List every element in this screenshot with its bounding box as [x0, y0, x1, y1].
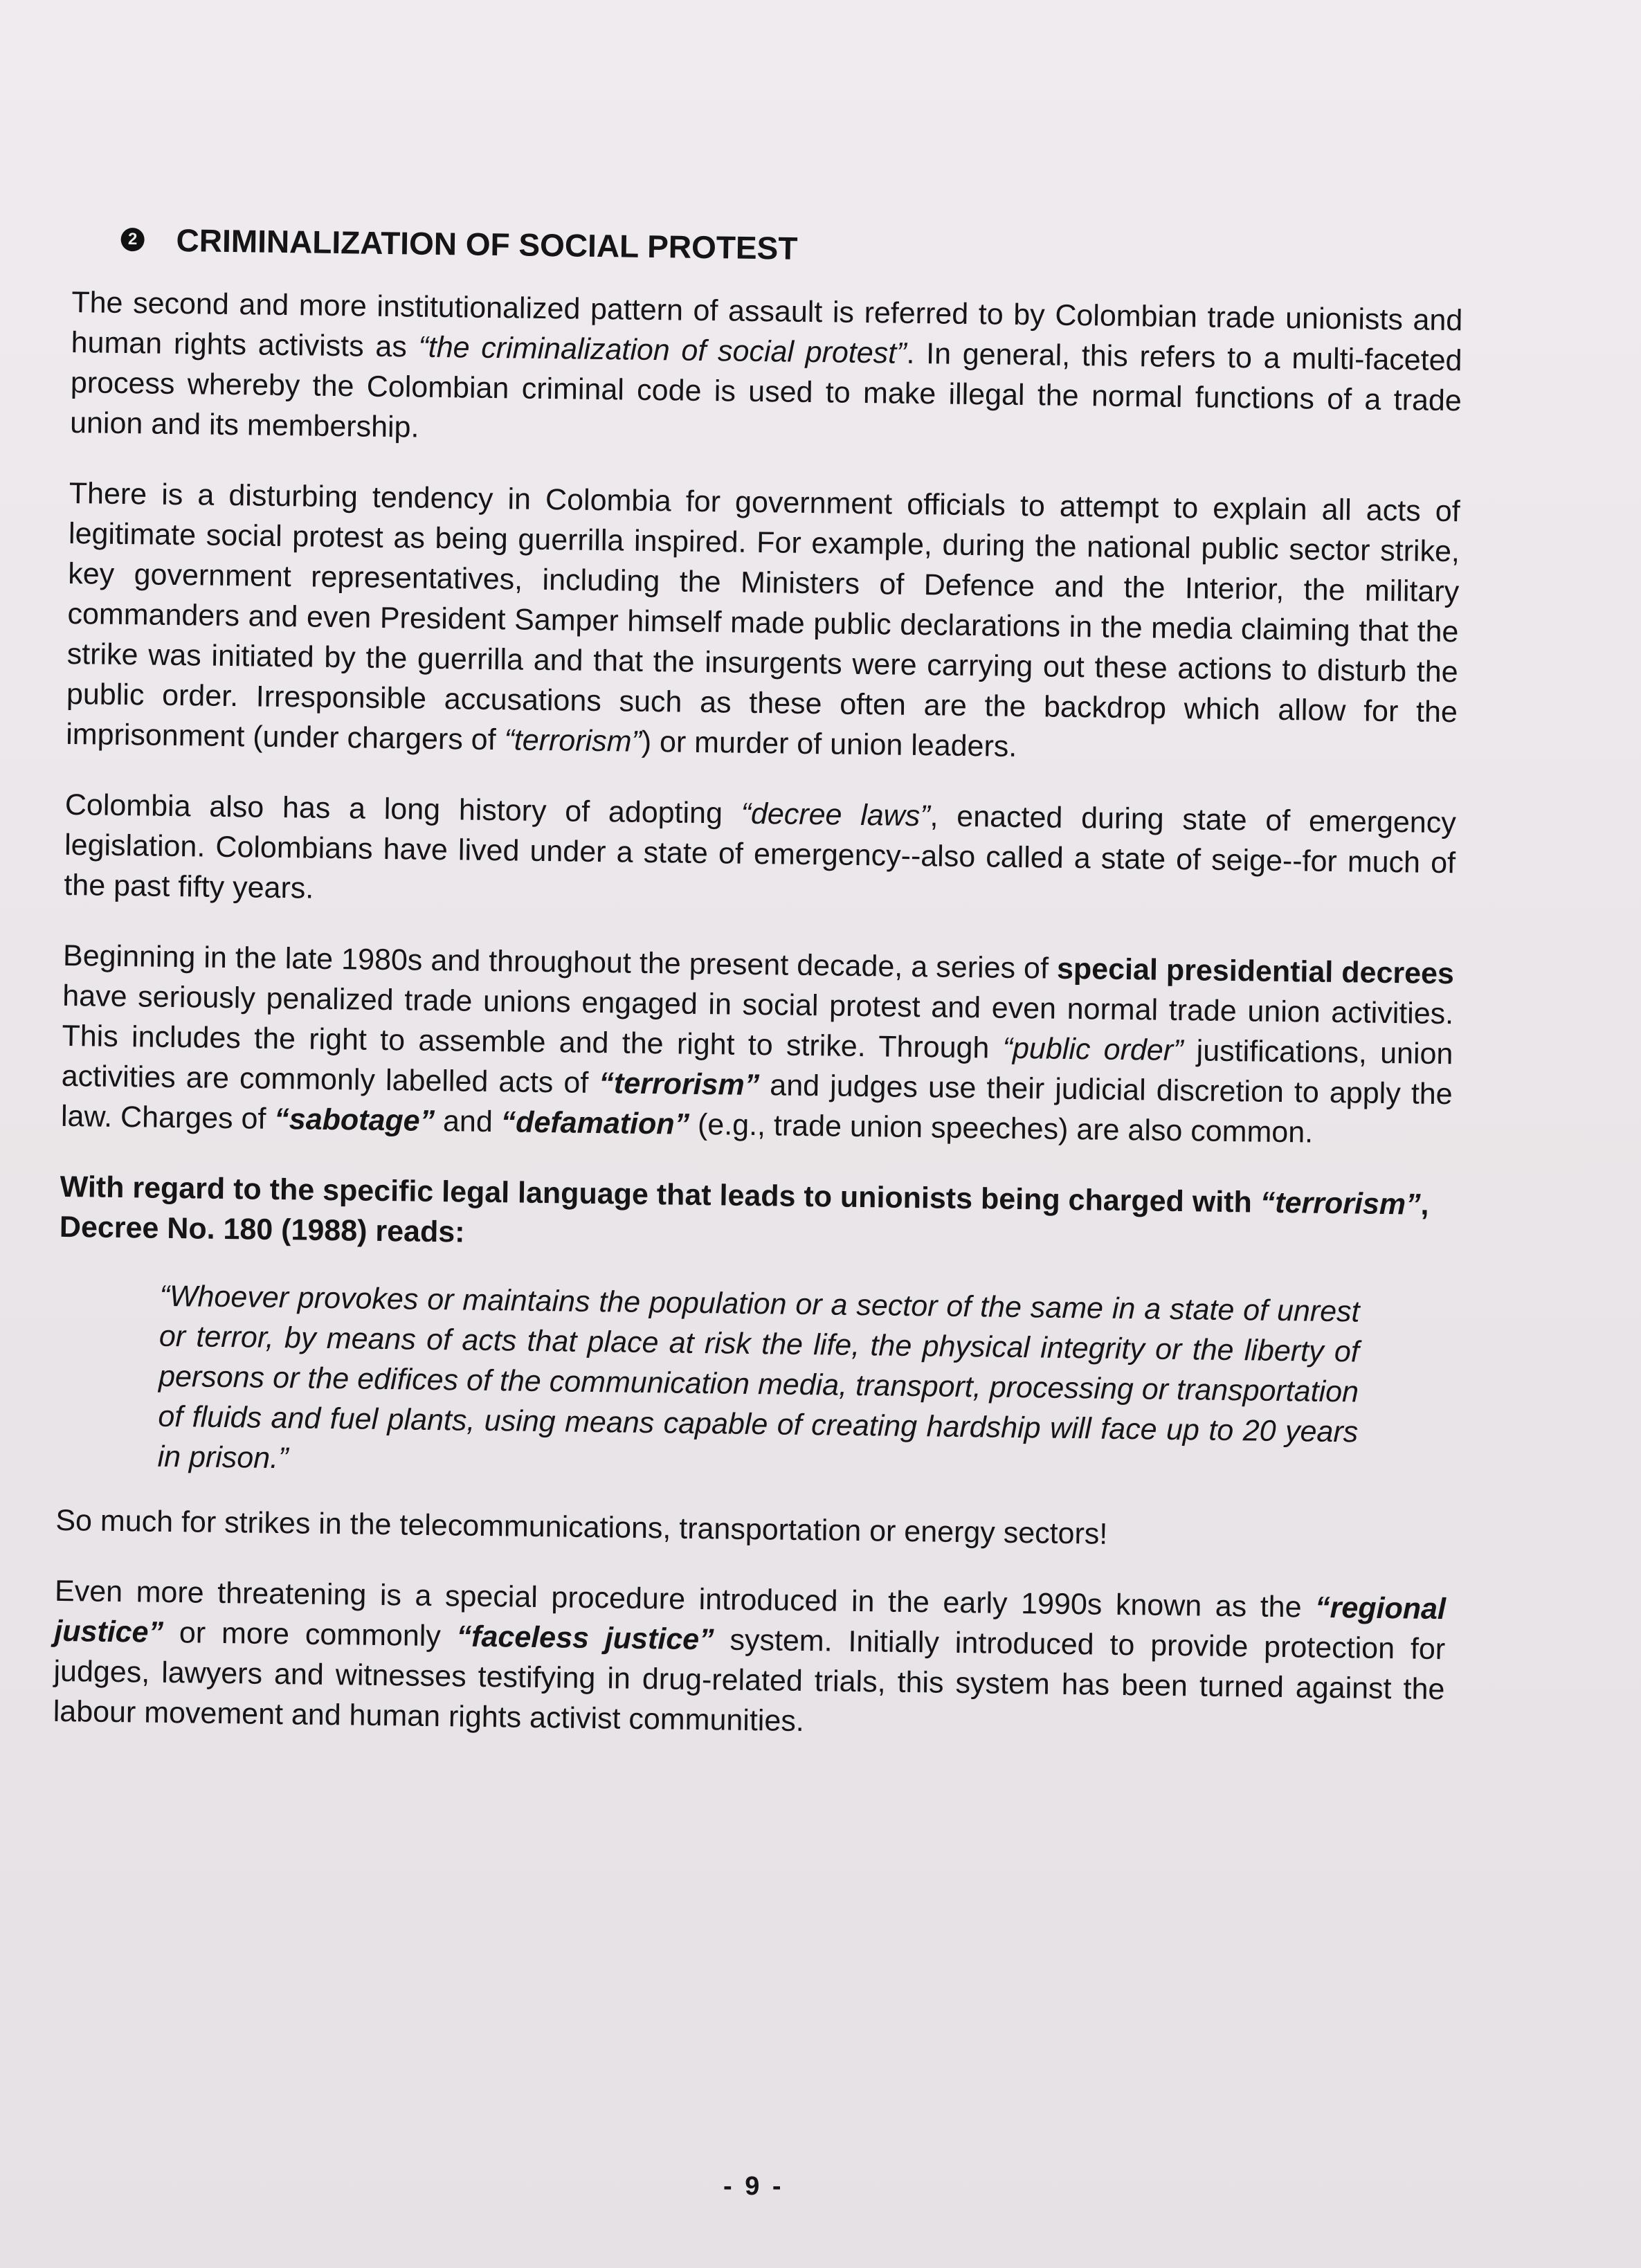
text-run: , Decree No. 180 (1988) reads: — [59, 1188, 1429, 1249]
quoted-term: “faceless justice” — [456, 1620, 714, 1657]
text-run: Colombia also has a long history of adopting — [64, 788, 742, 831]
section-title: CRIMINALIZATION OF SOCIAL PROTEST — [176, 221, 798, 266]
page-content — [53, 220, 1464, 1780]
text-run: There is a disturbing tendency in Colombia for government officials to attempt to explain all acts of legitimate social protest as being guerrilla inspired. For example, during the national public sector strike, key government representatives, including the Ministers of Defence and the Interior, the military commanders and even President Samper himself made public declarations in the media claiming that the strike was initiated by the guerrilla and that the insurgents were carrying out these actions to disturb the public order. Irresponsible accusations such as these often are the backdrop which allow for the imprisonment (under chargers of — [65, 476, 1460, 757]
text-run: ) or murder of union leaders. — [641, 725, 1017, 763]
paragraph-legal-language — [60, 1167, 1451, 1265]
text-run: The second and more institutionalized pattern of assault is referred to by Colombian trade unionists and human rights activists as — [71, 285, 1463, 364]
quoted-term: “public order” — [1002, 1031, 1184, 1068]
text-run: Even more threatening is a special procedure introduced in the early 1990s known as the — [54, 1574, 1316, 1624]
quoted-term: “terrorism” — [599, 1067, 760, 1103]
quoted-term: “regional justice” — [53, 1590, 1447, 1649]
section-heading — [120, 221, 1464, 275]
paragraph-strikes-remark: So much for strikes in the telecommunications, transportation or energy sectors! — [55, 1503, 1108, 1551]
text-run: and — [434, 1104, 502, 1139]
quoted-term: “defamation” — [500, 1105, 690, 1141]
text-run: have seriously penalized trade unions engaged in social protest and even normal trade union activities. This includes the right to assemble and the right to strike. Through — [62, 979, 1454, 1065]
text-run: . In general, this refers to a multi-faceted process whereby the Colombian criminal code is used to make illegal the normal functions of a trade union and its membership. — [69, 336, 1462, 444]
page-number: - 9 - — [723, 2172, 784, 2201]
quoted-term: “terrorism” — [1260, 1186, 1421, 1222]
quoted-term: “sabotage” — [274, 1102, 435, 1138]
text-run: or more commonly — [163, 1615, 457, 1653]
text-run: Beginning in the late 1980s and throughout the present decade, a series of — [62, 938, 1058, 986]
paragraph-criminalization-intro — [70, 282, 1463, 461]
text-run: With regard to the specific legal language that leads to unionists being charged with — [60, 1170, 1261, 1219]
bold-term: special presidential decrees — [1056, 952, 1455, 991]
quoted-term: “terrorism” — [504, 723, 642, 759]
decree-quotation: “Whoever provokes or maintains the population or a sector of the same in a state of unrest or terror, by means of acts that place at risk the life, the physical integrity or the liberty of persons or the edifices of the communication media, transport, processing or transportation of fluids and fuel plants, using means capable of creating hardship will face up to 20 years in prison.” — [157, 1279, 1360, 1476]
quoted-term: “decree laws” — [741, 797, 930, 833]
paragraph-faceless-justice — [53, 1571, 1446, 1750]
text-run: , enacted during state of emergency legislation. Colombians have lived under a state of emergency--also called a state of seige--for much of the past fifty years. — [64, 799, 1457, 905]
text-run: (e.g., trade union speeches) are also common. — [689, 1107, 1314, 1150]
paragraph-presidential-decrees — [61, 936, 1455, 1154]
paragraph-guerrilla-accusations — [66, 473, 1460, 772]
quoted-term: “the criminalization of social protest” — [418, 330, 907, 370]
text-run: justifications, union activities are commonly labelled acts of — [61, 1034, 1453, 1100]
text-run: system. Initially introduced to provide protection for judges, lawyers and witnesses testifying in drug-related trials, this system has been turned against the labour movement and human rights activist communities. — [53, 1623, 1446, 1739]
paragraph-decree-laws — [64, 785, 1456, 923]
numbered-bullet-icon: 2 — [120, 228, 144, 251]
text-run: and judges use their judicial discretion to apply the law. Charges of — [60, 1069, 1453, 1136]
